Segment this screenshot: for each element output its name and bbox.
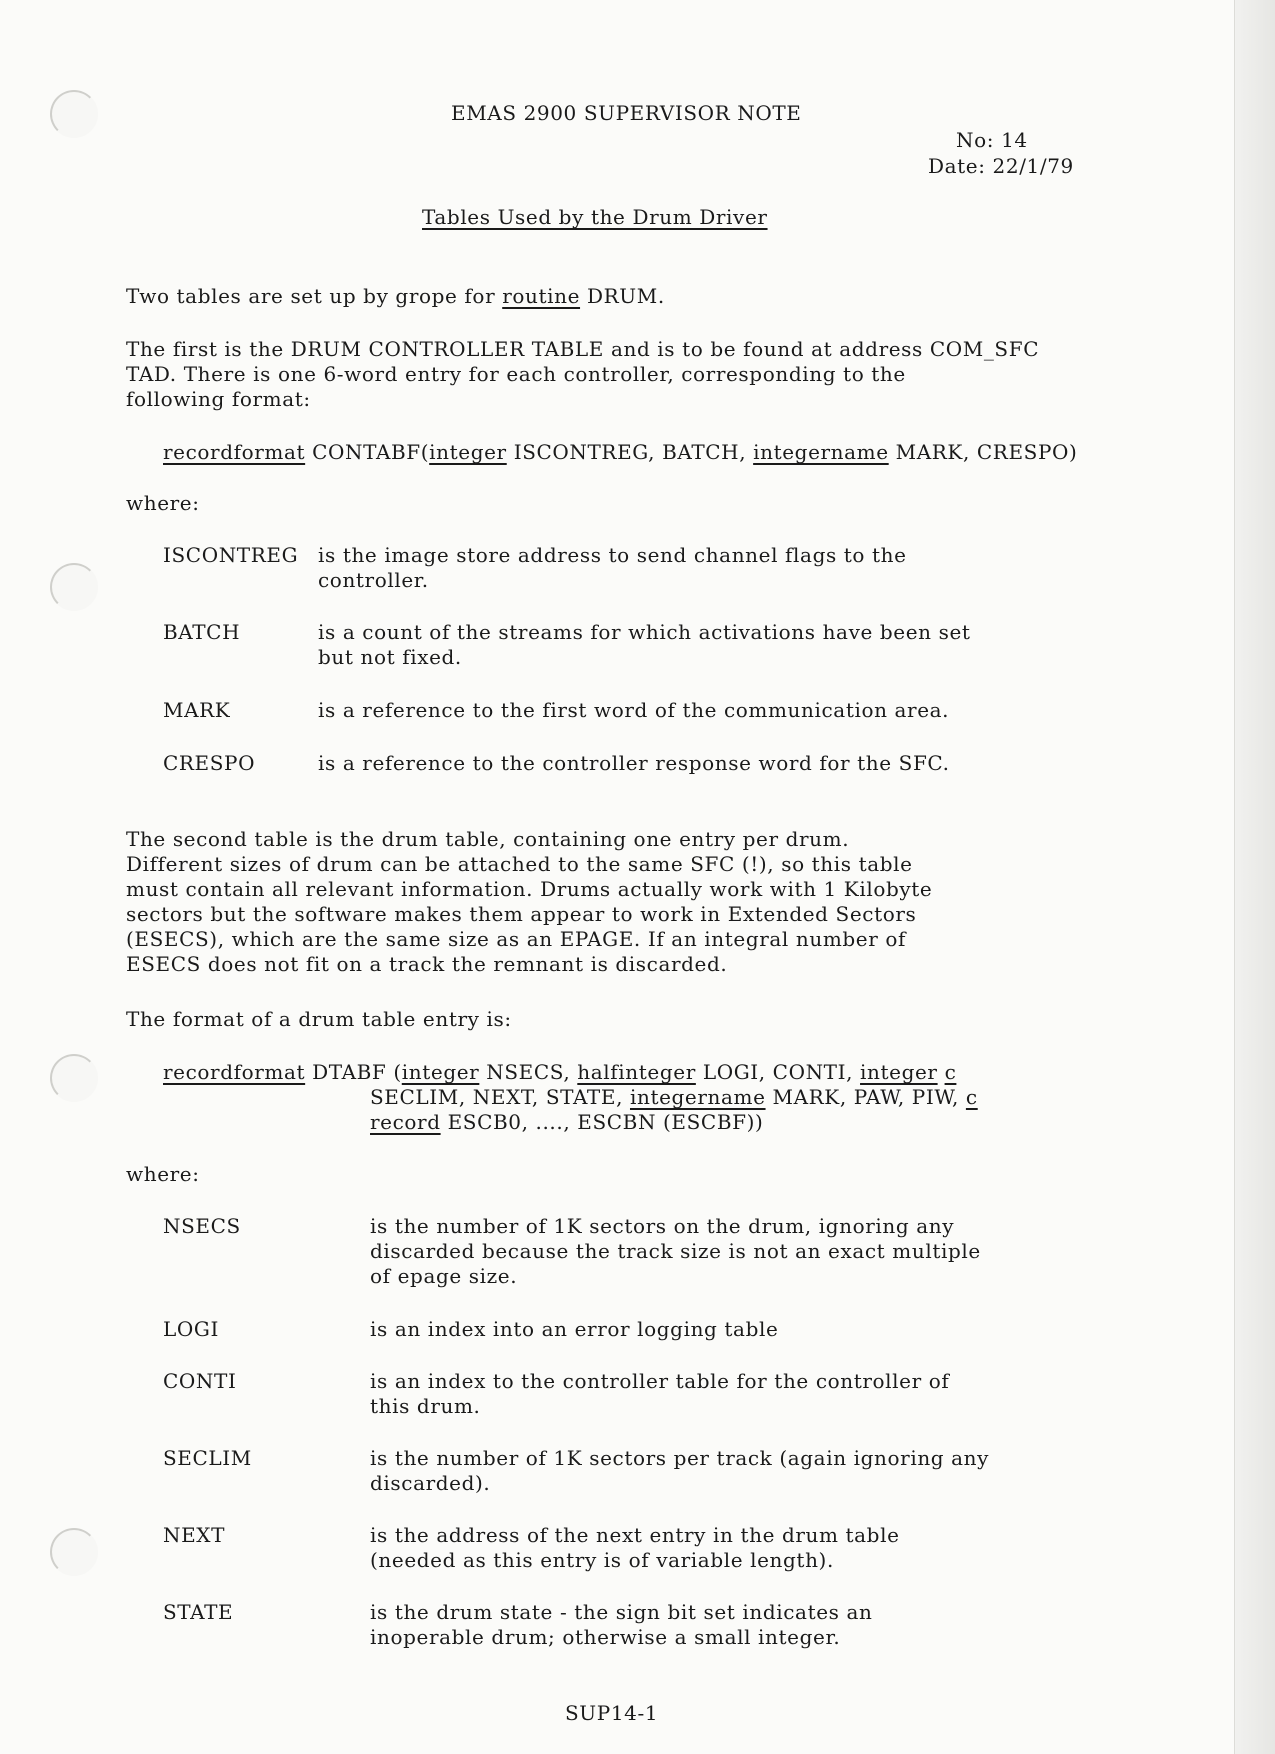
field-description: is a count of the streams for which activations have been set but not fixed. [318,620,971,669]
field-name: CONTI [163,1369,237,1393]
field-name: NEXT [163,1523,226,1547]
field-name: BATCH [163,620,241,644]
field-description: is an index to the controller table for the controller of this drum. [370,1369,950,1418]
intro-text: DRUM. [580,284,665,308]
intro-text: Two tables are set up by grope for [126,284,503,308]
field-name: ISCONTREG [163,543,299,567]
punch-hole [50,90,98,138]
note-date-label: Date: [928,154,986,178]
note-date-value: 22/1/79 [992,154,1074,178]
format-text [938,1060,945,1084]
where-label: where: [126,1162,200,1186]
page-edge-shadow [1234,0,1275,1754]
keyword-integer: integer [429,440,507,464]
field-description: is the number of 1K sectors on the drum, ignoring any discarded because the track size is not an exact multiple of epage size. [370,1214,981,1288]
keyword-integername: integername [629,1085,766,1109]
field-name: MARK [163,698,231,722]
keyword-routine: routine [502,284,581,308]
intro-paragraph-2: The first is the DRUM CONTROLLER TABLE and is to be found at address COM_SFC TAD. There is one 6-word entry for each controller, corresponding to the following format: [126,337,1040,411]
format-text: MARK, CRESPO) [888,440,1078,464]
note-number [956,128,1028,153]
format-text: SECLIM, NEXT, STATE, [370,1085,630,1109]
keyword-integer: integer [860,1060,938,1084]
continuation-mark: c [944,1060,957,1084]
keyword-integername: integername [753,440,889,464]
keyword-integer: integer [401,1060,480,1084]
field-name: STATE [163,1600,234,1624]
format-text: NSECS, [479,1060,578,1084]
field-description: is the drum state - the sign bit set indicates an inoperable drum; otherwise a small integer. [370,1600,873,1649]
drum-table-paragraph: The second table is the drum table, containing one entry per drum. Different sizes of drum can be attached to the same SFC (!), so this table must contain all relevant information. Drums actually work with 1 Kilobyte sectors but the software makes them appear to work in Extended Sectors (ESECS), which are the same size as an EPAGE. If an integral number of ESECS does not fit on a track the remnant is discarded. [126,827,933,976]
keyword-record: record [370,1110,441,1134]
continuation-mark: c [965,1085,978,1109]
punch-hole [50,563,98,611]
field-name: LOGI [163,1317,219,1341]
format-text: ISCONTREG, BATCH, [506,440,754,464]
format-text: CONTABF( [305,440,430,464]
intro-paragraph-1 [126,284,665,309]
field-description: is the address of the next entry in the drum table (needed as this entry is of variable length). [370,1523,900,1572]
document-title: Tables Used by the Drum Driver [422,205,768,229]
format-text: MARK, PAW, PIW, [765,1085,966,1109]
format-text: LOGI, CONTI, [695,1060,861,1084]
field-description: is the number of 1K sectors per track (again ignoring any discarded). [370,1446,990,1495]
format-text: DTABF ( [305,1060,402,1084]
header-title: EMAS 2900 SUPERVISOR NOTE [451,101,802,125]
field-description: is a reference to the controller response word for the SFC. [318,751,950,775]
field-name: NSECS [163,1214,241,1238]
record-format-dtabf-line-3 [370,1110,763,1135]
field-description: is the image store address to send channel flags to the controller. [318,543,907,592]
field-description: is a reference to the first word of the communication area. [318,698,950,722]
where-label: where: [126,491,200,515]
punch-hole [50,1054,98,1102]
note-number-label: No: [956,128,995,152]
keyword-recordformat: recordformat [163,1060,306,1084]
keyword-halfinteger: halfinteger [577,1060,696,1084]
keyword-recordformat: recordformat [163,440,306,464]
note-date [928,154,1074,179]
record-format-dtabf-line-1 [163,1060,956,1085]
field-name: SECLIM [163,1446,252,1470]
record-format-contabf [163,440,1077,465]
field-name: CRESPO [163,751,256,775]
note-number-value: 14 [1001,128,1028,152]
field-description: is an index into an error logging table [370,1317,779,1341]
format-text: ESCB0, ...., ESCBN (ESCBF)) [440,1110,764,1134]
punch-hole [50,1528,98,1576]
page-footer: SUP14-1 [565,1701,659,1725]
drum-entry-format-intro: The format of a drum table entry is: [126,1007,512,1031]
record-format-dtabf-line-2 [370,1085,978,1110]
